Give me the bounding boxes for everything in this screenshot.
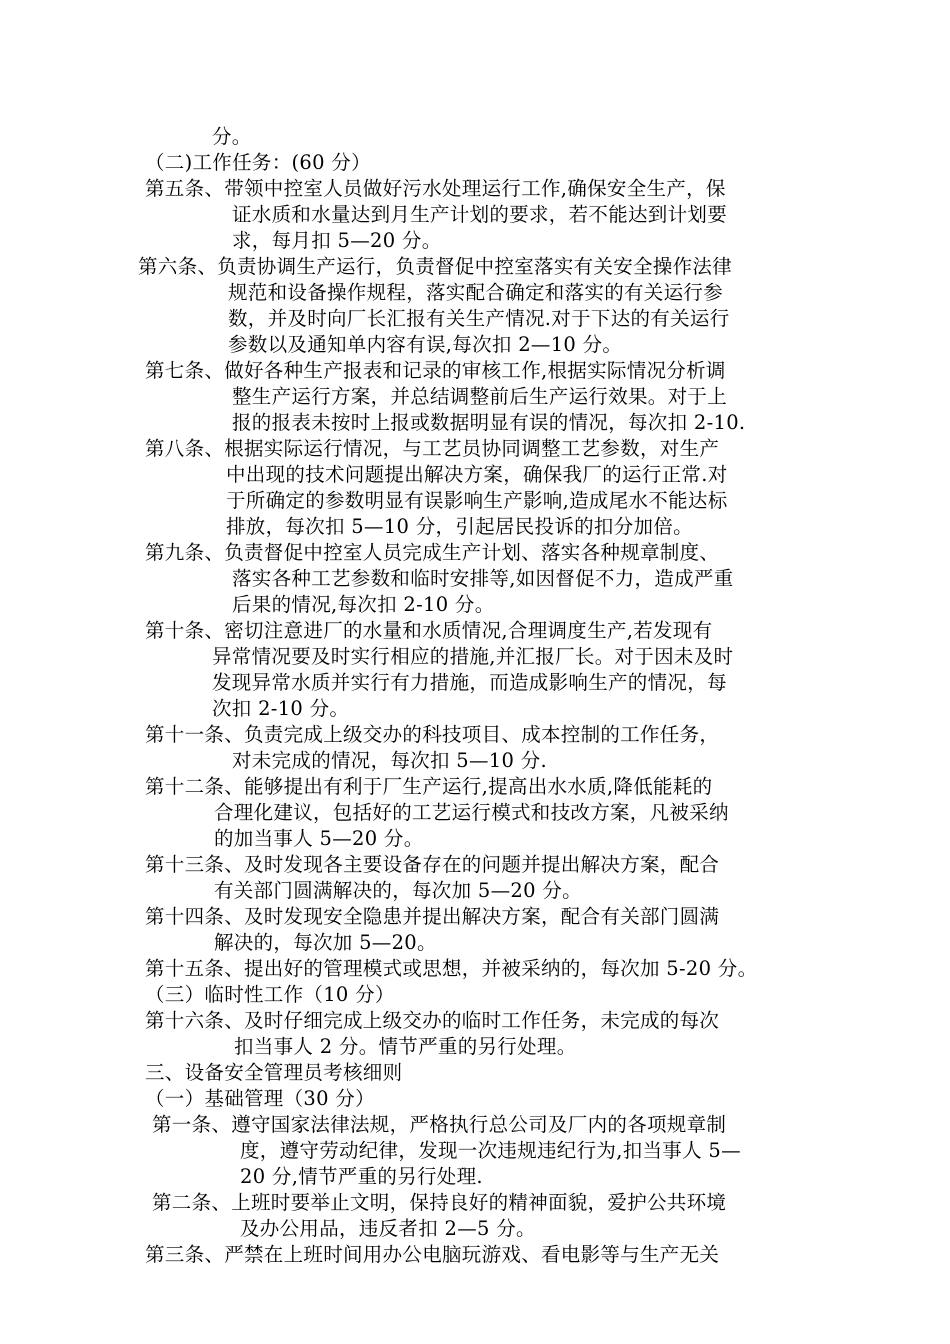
text-line: 后果的情况,每次扣 2-10 分。 [232, 593, 495, 616]
text-line: 第十二条、能够提出有利于厂生产运行,提高出水水质,降低能耗的 [145, 775, 713, 798]
text-line: 分。 [212, 125, 252, 148]
text-line: 排放，每次扣 5—10 分，引起居民投诉的扣分加倍。 [226, 515, 693, 538]
text-line: 第十三条、及时发现各主要设备存在的问题并提出解决方案，配合 [145, 853, 720, 876]
text-line: 第十六条、及时仔细完成上级交办的临时工作任务，未完成的每次 [145, 1009, 720, 1032]
text-line: 数，并及时向厂长汇报有关生产情况.对于下达的有关运行 [228, 307, 730, 330]
text-line: 异常情况要及时实行相应的措施,并汇报厂长。对于因未及时 [212, 645, 734, 668]
text-line: 第五条、带领中控室人员做好污水处理运行工作,确保安全生产，保 [145, 177, 726, 200]
text-line: 第一条、遵守国家法律法规，严格执行总公司及厂内的各项规章制 [152, 1113, 727, 1136]
text-line: 第九条、负责督促中控室人员完成生产计划、落实各种规章制度、 [145, 541, 720, 564]
text-line: 第八条、根据实际运行情况，与工艺员协同调整工艺参数，对生产 [145, 437, 720, 460]
text-line: 发现异常水质并实行有力措施，而造成影响生产的情况，每 [212, 671, 727, 694]
section-heading: （三）临时性工作（10 分） [145, 983, 395, 1006]
text-line: 合理化建议，包括好的工艺运行模式和技改方案，凡被采纳 [214, 801, 729, 824]
section-heading: 三、设备安全管理员考核细则 [145, 1061, 403, 1084]
section-heading: （二)工作任务：(60 分） [145, 151, 371, 174]
text-line: 解决的，每次加 5—20。 [214, 931, 437, 954]
text-line: 证水质和水量达到月生产计划的要求，若不能达到计划要 [232, 203, 728, 226]
text-line: 第二条、上班时要举止文明，保持良好的精神面貌，爱护公共环境 [152, 1191, 727, 1214]
text-line: 有关部门圆满解决的，每次加 5—20 分。 [214, 879, 582, 902]
text-line: 次扣 2-10 分。 [212, 697, 350, 720]
text-line: 落实各种工艺参数和临时安排等,如因督促不力，造成严重 [232, 567, 734, 590]
text-line: 第十条、密切注意进厂的水量和水质情况,合理调度生产,若发现有 [145, 619, 713, 642]
text-line: 及办公用品，违反者扣 2—5 分。 [240, 1217, 536, 1240]
text-line: 中出现的技术问题提出解决方案，确保我厂的运行正常.对 [226, 463, 728, 486]
text-line: 20 分,情节严重的另行处理. [240, 1165, 483, 1188]
text-line: 求，每月扣 5—20 分。 [232, 229, 442, 252]
text-line: 第十四条、及时发现安全隐患并提出解决方案，配合有关部门圆满 [145, 905, 720, 928]
text-line: 第十一条、负责完成上级交办的科技项目、成本控制的工作任务， [145, 723, 720, 746]
text-line: 报的报表未按时上报或数据明显有误的情况，每次扣 2-10. [232, 411, 746, 434]
text-line: 的加当事人 5—20 分。 [214, 827, 424, 850]
text-line: 整生产运行方案，并总结调整前后生产运行效果。对于上 [232, 385, 728, 408]
text-line: 扣当事人 2 分。情节严重的另行处理。 [234, 1035, 577, 1058]
text-line: 第七条、做好各种生产报表和记录的审核工作,根据实际情况分析调 [145, 359, 726, 382]
text-line: 第六条、负责协调生产运行，负责督促中控室落实有关安全操作法律 [138, 255, 733, 278]
text-line: 对未完成的情况，每次扣 5—10 分. [232, 749, 548, 772]
text-line: 参数以及通知单内容有误,每次扣 2—10 分。 [228, 333, 623, 356]
section-heading: （一）基础管理（30 分） [145, 1087, 375, 1110]
text-line: 于所确定的参数明显有误影响生产影响,造成尾水不能达标 [226, 489, 728, 512]
text-line: 第十五条、提出好的管理模式或思想，并被采纳的，每次加 5-20 分。 [145, 957, 758, 980]
text-line: 度，遵守劳动纪律，发现一次违规违纪行为,扣当事人 5— [240, 1139, 741, 1162]
text-line: 规范和设备操作规程，落实配合确定和落实的有关运行参 [228, 281, 724, 304]
text-line: 第三条、严禁在上班时间用办公电脑玩游戏、看电影等与生产无关 [145, 1243, 720, 1266]
